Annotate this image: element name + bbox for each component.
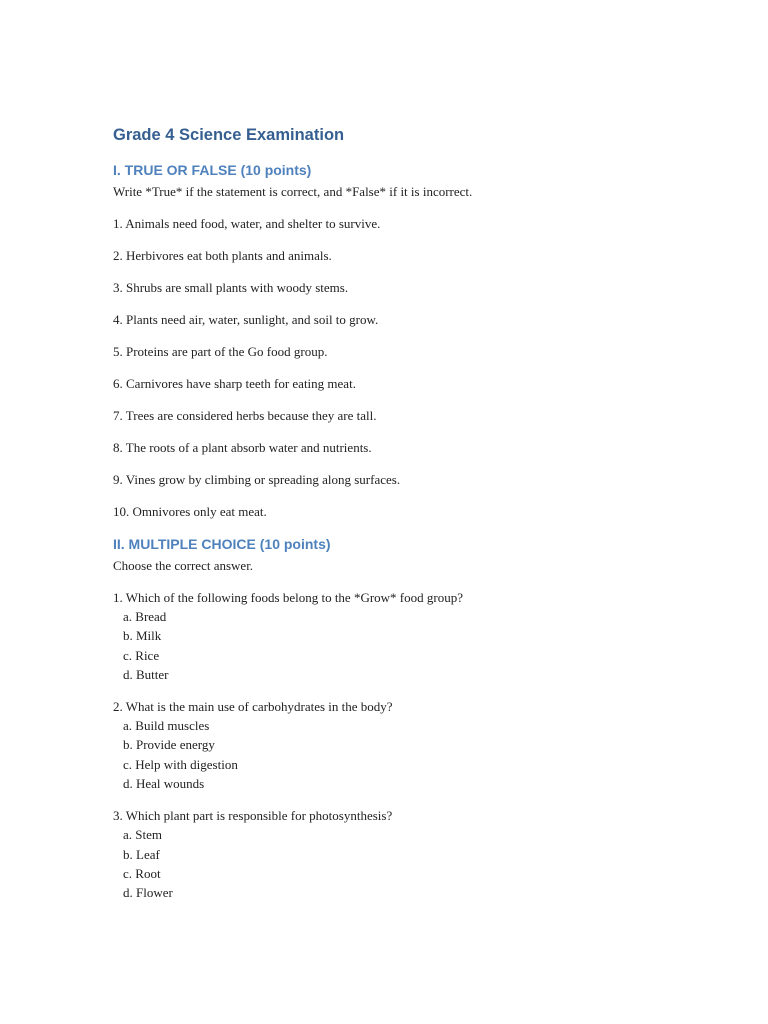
question-text: 2. What is the main use of carbohydrates in the body?: [113, 699, 393, 715]
true-false-item: 2. Herbivores eat both plants and animals.: [113, 248, 332, 263]
true-false-item: 4. Plants need air, water, sunlight, and soil to grow.: [113, 312, 379, 327]
answer-option: a. Stem: [123, 827, 162, 843]
multiple-choice-question: [113, 589, 713, 684]
answer-option: a. Bread: [123, 609, 167, 624]
question-text: 3. Which plant part is responsible for photosynthesis?: [113, 808, 393, 824]
answer-option: b. Provide energy: [123, 737, 215, 753]
answer-option: d. Flower: [123, 885, 173, 901]
true-false-item: 8. The roots of a plant absorb water and nutrients.: [113, 440, 372, 455]
answer-option: a. Build muscles: [123, 718, 210, 734]
answer-option: d. Butter: [123, 666, 169, 682]
page-title: Grade 4 Science Examination: [113, 126, 345, 144]
true-false-item: 7. Trees are considered herbs because they are tall.: [113, 408, 377, 423]
true-false-item: 9. Vines grow by climbing or spreading along surfaces.: [113, 472, 401, 487]
true-false-item: 3. Shrubs are small plants with woody stems.: [113, 280, 349, 295]
answer-option: c. Help with digestion: [123, 756, 238, 772]
true-false-item: 6. Carnivores have sharp teeth for eating meat.: [113, 376, 356, 391]
true-false-item: 5. Proteins are part of the Go food group.: [113, 344, 328, 359]
answer-option: c. Root: [123, 865, 161, 881]
question-text: 1. Which of the following foods belong to the *Grow* food group?: [113, 590, 463, 605]
true-false-item: 1. Animals need food, water, and shelter to survive.: [113, 216, 381, 231]
exam-page: [113, 124, 713, 903]
multiple-choice-question: [113, 698, 713, 793]
section-heading-multiple-choice: II. MULTIPLE CHOICE (10 points): [113, 536, 331, 552]
section-instructions: Write *True* if the statement is correct, and *False* if it is incorrect.: [113, 184, 473, 199]
answer-option: c. Rice: [123, 647, 160, 663]
true-false-item: 10. Omnivores only eat meat.: [113, 504, 267, 519]
answer-option: d. Heal wounds: [123, 776, 205, 792]
section-instructions: Choose the correct answer.: [113, 558, 254, 573]
answer-option: b. Leaf: [123, 846, 160, 862]
section-heading-true-false: I. TRUE OR FALSE (10 points): [113, 162, 312, 178]
multiple-choice-question: [113, 807, 713, 902]
answer-option: b. Milk: [123, 628, 162, 644]
